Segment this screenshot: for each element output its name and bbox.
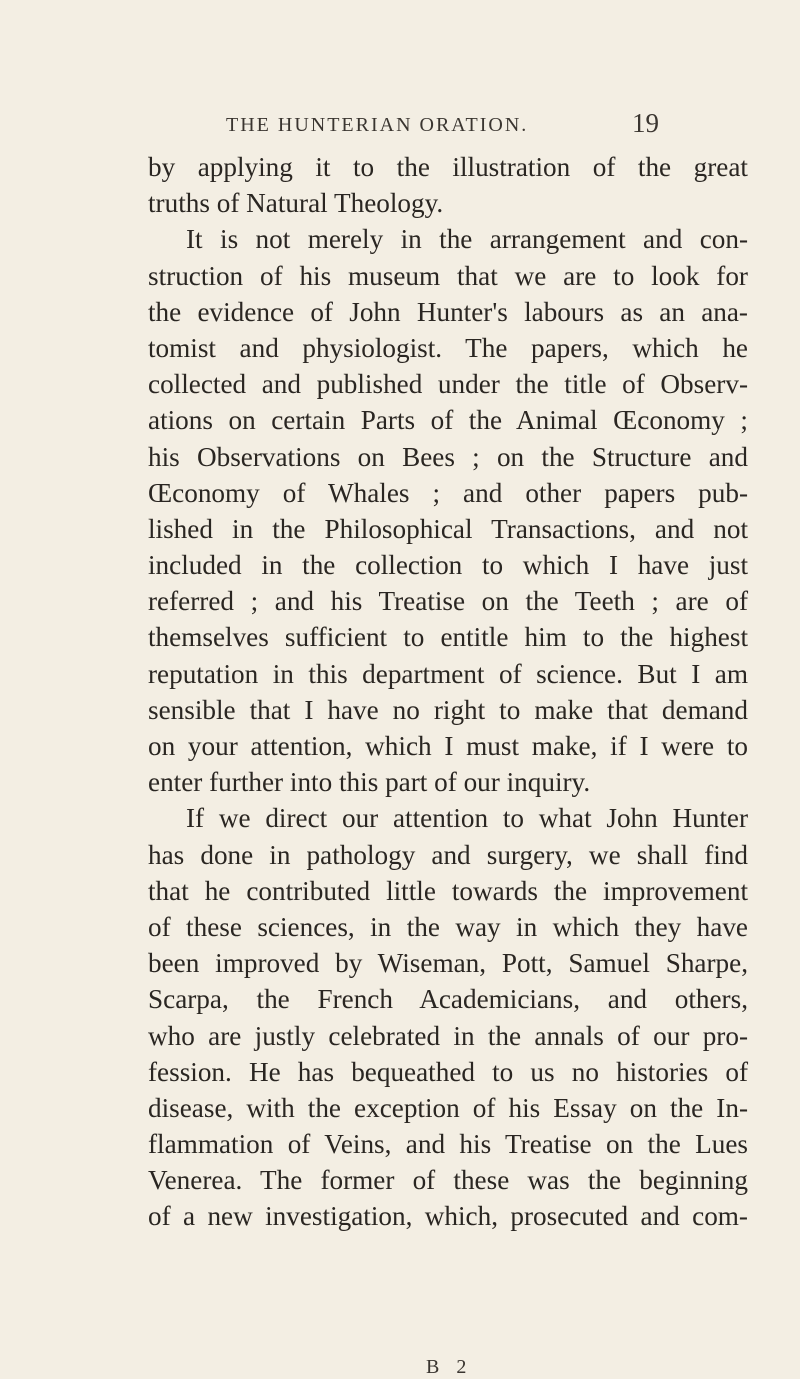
text-line: Venerea. The former of these was the beginning — [148, 1165, 748, 1196]
text-line: If we direct our attention to what John Hunter — [186, 803, 748, 834]
text-line: fession. He has bequeathed to us no histories of — [148, 1056, 748, 1087]
text-line: struction of his museum that we are to look for — [148, 260, 748, 291]
text-line: tomist and physiologist. The papers, which he — [148, 332, 748, 363]
text-line: themselves sufficient to entitle him to the highest — [148, 622, 748, 653]
text-line: ations on certain Parts of the Animal Œconomy ; — [148, 405, 748, 436]
text-line: by applying it to the illustration of the great — [148, 152, 748, 182]
text-line: has done in pathology and surgery, we shall find — [148, 839, 748, 870]
text-line: of these sciences, in the way in which they have — [148, 911, 748, 942]
text-line: referred ; and his Treatise on the Teeth ; are of — [148, 586, 748, 617]
text-line: collected and published under the title of Observ- — [148, 369, 748, 400]
text-line: on your attention, which I must make, if I were to — [148, 731, 748, 761]
text-line: sensible that I have no right to make that demand — [148, 694, 748, 725]
text-line: included in the collection to which I have just — [148, 550, 748, 581]
text-line: been improved by Wiseman, Pott, Samuel Sharpe, — [148, 948, 748, 979]
text-line: flammation of Veins, and his Treatise on the Lues — [148, 1129, 748, 1160]
signature-mark: B 2 — [426, 1356, 473, 1378]
text-line: Œconomy of Whales ; and other papers pub- — [148, 477, 748, 508]
text-line: his Observations on Bees ; on the Structure and — [148, 441, 748, 472]
text-line: of a new investigation, which, prosecuted and com- — [148, 1201, 748, 1232]
text-line: the evidence of John Hunter's labours as an ana- — [148, 296, 748, 327]
text-line: lished in the Philosophical Transactions, and not — [148, 513, 748, 544]
text-line: reputation in this department of science. But I am — [148, 658, 748, 689]
body-text — [148, 149, 748, 1235]
text-line: Scarpa, the French Academicians, and others, — [148, 984, 748, 1015]
text-line: that he contributed little towards the improvement — [148, 875, 748, 906]
running-head: THE HUNTERIAN ORATION. — [226, 114, 529, 136]
text-line: disease, with the exception of his Essay on the In- — [148, 1092, 748, 1123]
text-line: truths of Natural Theology. — [148, 188, 444, 219]
text-line: enter further into this part of our inquiry. — [148, 767, 591, 798]
text-line: who are justly celebrated in the annals of our pro- — [148, 1020, 748, 1051]
text-line: It is not merely in the arrangement and con- — [186, 224, 748, 255]
page-number: 19 — [632, 108, 659, 138]
